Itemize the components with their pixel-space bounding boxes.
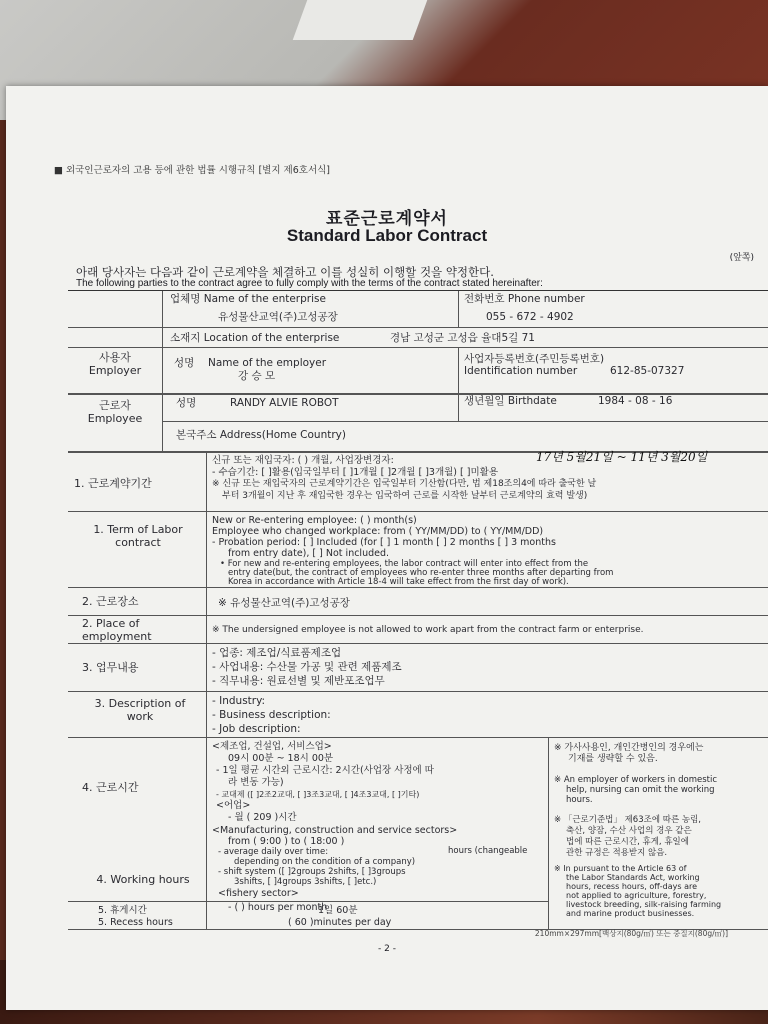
term-ko-line4: 부터 3개월이 지난 후 재입국한 경우는 입국하여 근로를 시작한 날부터 근로계약의 효력 발생) [222,491,588,501]
employer-label-ko: 사용자 [99,351,131,364]
recess-label-en: 5. Recess hours [98,917,173,928]
hours-en-line2: from ( 9:00 ) to ( 18:00 ) [228,836,345,847]
work-ko-line2: - 사업내용: 수산물 가공 및 관련 제품제조 [212,661,402,673]
divider [68,737,768,738]
hours-ko-line1: <제조업, 건설업, 서비스업> [212,741,332,752]
term-en-line3: - Probation period: [ ] Included (for [ ] 1 month [ ] 2 months [ ] 3 months [212,537,556,548]
employee-label [68,399,162,425]
divider [162,291,163,451]
divider [548,737,549,929]
place-label-en: 2. Place of employment [82,617,152,643]
birthdate-value: 1984 - 08 - 16 [598,395,673,407]
divider [458,347,459,421]
phone-label: 전화번호 Phone number [464,293,585,305]
hours-en-line1: <Manufacturing, construction and service sectors> [212,825,458,836]
work-en-line3: - Job description: [212,723,301,735]
hours-note-en7: not applied to agriculture, forestry, [566,891,707,900]
contract-page [6,86,768,1010]
hours-note-en1: ※ An employer of workers in domestic [554,775,718,785]
hours-en-line6: - shift system ([ ]2groups 2shifts, [ ]3groups [218,867,406,877]
id-label-ko: 사업자등록번호(주민등록번호) [464,353,605,365]
title-english: Standard Labor Contract [286,226,488,245]
divider [68,615,768,616]
hours-en-line5: depending on the condition of a company) [234,857,416,867]
term-en-line2: Employee who changed workplace: from ( YY/MM/DD) to ( YY/MM/DD) [212,526,544,537]
work-label-ko: 3. 업무내용 [82,661,139,674]
work-ko-line1: - 업종: 제조업/식료품제조업 [212,647,342,659]
divider [206,451,207,929]
recess-value-ko: 1일 60분 [318,905,358,916]
divider [68,691,768,692]
hours-ko-line3: - 1일 평균 시간외 근로시간: 2시간(사업장 사정에 따 [216,765,434,776]
intro-english: The following parties to the contract agree to fully comply with the terms of the contract stated hereinafter: [76,278,543,289]
place-label-ko: 2. 근로장소 [82,595,139,608]
hours-en-line9: - ( ) hours per month [228,902,328,913]
recess-label-ko: 5. 휴게시간 [98,905,147,916]
divider [68,643,768,644]
term-handwritten-dates: 17년 5월21일 ~ 11년 3월20일 [536,450,708,464]
form-code: ■ 외국인근로자의 고용 등에 관한 법률 시행규칙 [별지 제6호서식] [54,165,331,176]
divider [68,347,768,348]
hours-note-ko4: 관한 규정은 적용받지 않음. [566,848,668,858]
birthdate-label: 생년월일 Birthdate [464,395,557,407]
hours-note-ko1: ※ 가사사용인, 개인간병인의 경우에는 [554,743,704,753]
location-value: 경남 고성군 고성읍 율대5길 71 [390,332,535,344]
place-value-en: ※ The undersigned employee is not allowed to work apart from the contract farm or enterprise. [212,625,644,635]
hours-note-en3: hours. [566,795,593,805]
divider [162,421,768,422]
hours-note-en2: help, nursing can omit the working [566,785,715,795]
background-paper [293,0,428,40]
page-number: - 2 - [378,944,396,954]
hours-note-ko1: ※ 「근로기준법」 제63조에 따른 농림, [554,815,701,825]
enterprise-name-value: 유성물산교역(주)고성공장 [218,311,338,323]
work-label-en: 3. Description of work [94,697,186,723]
address-label: 본국주소 Address(Home Country) [176,429,346,441]
employee-name-value: RANDY ALVIE ROBOT [230,397,339,409]
term-en-line1: New or Re-entering employee: ( ) month(s) [212,515,417,526]
work-en-line1: - Industry: [212,695,266,707]
term-ko-line1: 신규 또는 재입국자: ( ) 개월, 사업장변경자: [212,455,394,466]
hours-note-en9: and marine product businesses. [566,909,695,918]
work-en-line2: - Business description: [212,709,331,721]
enterprise-name-label: 업체명 Name of the enterprise [170,293,326,305]
employee-label-ko: 근로자 [99,399,131,412]
hours-ko-line7: - 월 ( 209 )시간 [228,812,297,823]
hours-note-en8: livestock breeding, silk-raising farming [566,900,722,909]
id-value: 612-85-07327 [610,365,685,377]
divider [68,511,768,512]
hours-note-ko2: 기재를 생략할 수 있음. [568,754,658,764]
hours-note-en5: the Labor Standards Act, working [566,873,700,882]
hours-en-line3: hours (changeable [448,846,528,856]
phone-value: 055 - 672 - 4902 [486,311,574,323]
title-korean: 표준근로계약서 [326,209,448,229]
term-label-ko: 1. 근로계약기간 [74,477,152,490]
hours-note-ko3: 법에 따른 근로시간, 휴게, 휴일에 [566,837,689,847]
hours-note-en6: hours, recess hours, off-days are [566,882,698,891]
term-ko-line2: - 수습기간: [ ]활용(입국일부터 [ ]1개월 [ ]2개월 [ ]3개월) [ ]미활용 [212,467,498,478]
hours-ko-line5: - 교대제 ([ ]2조2교대, [ ]3조3교대, [ ]4조3교대, [ ]기타) [216,790,420,799]
hours-en-line4: - average daily over time: [218,847,329,857]
hours-en-line7: 3shifts, [ ]4groups 3shifts, [ ]etc.) [234,877,377,887]
place-value-ko: ※ 유성물산교역(주)고성공장 [218,597,350,609]
recess-value-en: ( 60 )minutes per day [288,917,392,928]
term-en-line4: from entry date), [ ] Not included. [228,548,390,559]
hours-label-en: 4. Working hours [96,873,190,886]
hours-note-ko2: 축산, 양잠, 수산 사업의 경우 같은 [566,826,692,836]
side-label: (앞쪽) [729,253,754,263]
paper-size-note: 210mm×297mm[백상지(80g/㎡) 또는 중질지(80g/㎡)] [534,929,728,938]
employee-label-en: Employee [87,412,143,425]
employer-label [68,351,162,377]
employer-label-en: Employer [88,364,142,377]
term-en-line5: • For new and re-entering employees, the labor contract will enter into effect from the [220,559,589,569]
term-en-line7: Korea in accordance with Article 18-4 will take effect from the first day of work). [228,577,569,587]
hours-ko-line4: 라 변동 가능) [228,777,284,788]
hours-note-en4: ※ In pursuant to the Article 63 of [554,864,687,873]
work-ko-line3: - 직무내용: 원료선별 및 제반포조업무 [212,675,385,687]
hours-en-line8: <fishery sector> [218,888,299,899]
employee-name-label: 성명 [176,397,197,409]
hours-ko-line2: 09시 00분 ~ 18시 00분 [228,753,334,764]
employer-name-value: 강 승 모 [238,370,276,382]
term-en-line6: entry date(but, the contract of employees who re-enter three months after departing from [228,568,614,578]
divider [68,327,768,328]
divider [458,291,459,327]
term-ko-line3: ※ 신규 또는 재입국자의 근로계약기간은 입국일부터 기산함(다만, 법 제18조의4에 따라 출국한 날 [212,479,597,489]
id-label-en: Identification number [464,365,578,377]
intro-korean: 아래 당사자는 다음과 같이 근로계약을 체결하고 이를 성실히 이행할 것을 약정한다. [76,265,494,279]
contract-form [68,290,768,951]
term-label-en: 1. Term of Labor contract [93,523,183,549]
location-label: 소재지 Location of the enterprise [170,332,340,344]
employer-name-label-ko: 성명 [174,357,195,369]
hours-ko-line6: <어업> [216,800,251,811]
employer-name-label-en: Name of the employer [208,357,327,369]
hours-label-ko: 4. 근로시간 [82,781,139,794]
